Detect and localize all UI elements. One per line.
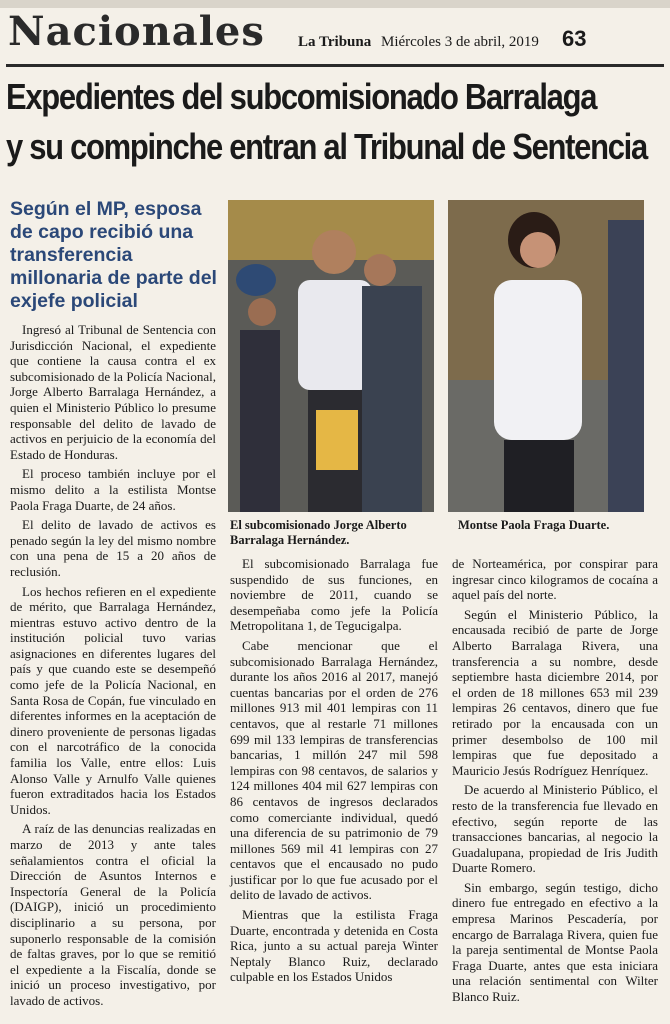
- paragraph: A raíz de las denuncias realizadas en marzo de 2013 y ante tales señalamientos contra el oficial la Dirección de Asuntos Internos e Inspectoría General de la Policía (DAIGP), inició un procedimiento disciplinario a su persona, por suponerlo responsable de la comisión de faltas graves, por lo que se remitió el expediente a la Fiscalía, donde se inició un proceso investigativo, por lavado de activos.: [10, 821, 216, 1008]
- paragraph: Los hechos refieren en el expediente de mérito, que Barralaga Hernández, mientras estuvo activo dentro de la institución policial tuvo varias asignaciones en diferentes lugares del país y que cuando este se desempeñó como jefe de la Policía Nacional, en Santa Rosa de Copán, fue vinculado en diferentes informes en la aceptación de dinero proveniente de personas ligadas con el narcotráfico de la conocida familia los Valle, entre ellos: Luis Alonso Valle y Arnulfo Valle quienes fueron extraditados hacia los Estados Unidos.: [10, 583, 216, 817]
- photo-barralaga: [228, 200, 434, 512]
- header-rule: [6, 64, 664, 67]
- paragraph: El subcomisionado Barralaga fue suspendido de sus funciones, en noviembre de 2011, cuando se desempeñaba como jefe la Policía Metropolitana 1, de Tegucigalpa.: [230, 556, 438, 634]
- top-margin-strip: [0, 0, 670, 8]
- paragraph: Según el Ministerio Público, la encausada recibió de parte de Jorge Alberto Barralaga Rivera, una transferencia a su nombre, desde septiembre hasta diciembre 2014, por el orden de 18 millones 653 mil 239 lempiras 26 centavos, dinero que fue retirado por la encausada con un primer desembolso de 100 mil lempiras que fue depositado a Mauricio Jesús Rodríguez Henríquez.: [452, 606, 658, 778]
- issue-date: Miércoles 3 de abril, 2019: [380, 34, 539, 50]
- section-title: Nacionales: [8, 8, 265, 55]
- paragraph: Mientras que la estilista Fraga Duarte, encontrada y detenida en Costa Rica, junto a su actual pareja Winter Neptaly Blanco Ruiz, declarado culpable en los Estados Unidos: [230, 907, 438, 985]
- article-column-3: [452, 556, 658, 1009]
- paragraph: De acuerdo al Ministerio Público, el resto de la transferencia fue llevado en efectivo, según reporte de las transacciones bancarias, al negocio la Guadalupana, propiedad de Iris Judith Duarte Romero.: [452, 782, 658, 876]
- headline-line-2: y su compinche entran al Tribunal de Sentencia: [6, 126, 647, 167]
- photo-fraga-illustration: [448, 200, 644, 512]
- page-number: 63: [562, 26, 587, 51]
- paragraph: Sin embargo, según testigo, dicho dinero fue entregado en efectivo a la empresa Marinos Pescadería, por encargo de Barralaga Rivera, quien fue la pareja sentimental de Montse Paola Fraga Duarte, antes que esta iniciara una relación sentimental con Wilter Blanco Ruiz.: [452, 879, 658, 1005]
- paragraph: de Norteamérica, por conspirar para ingresar cinco kilogramos de cocaína a aquel país del norte.: [452, 556, 658, 603]
- photo-caption-2: Montse Paola Fraga Duarte.: [458, 518, 610, 532]
- publication-header: [298, 34, 539, 51]
- headline: [6, 72, 647, 172]
- paragraph: El delito de lavado de activos es penado según la ley del mismo nombre con una pena de 15 a 20 años de reclusión.: [10, 517, 216, 579]
- photo-caption-1: El subcomisionado Jorge Alberto Barralaga Hernández.: [230, 518, 407, 547]
- photo-barralaga-illustration: [228, 200, 434, 512]
- article-column-1: [10, 322, 216, 1013]
- paragraph: El proceso también incluye por el mismo delito a la estilista Montse Paola Fraga Duarte, de 24 años.: [10, 466, 216, 513]
- article-column-2: [230, 556, 438, 989]
- paragraph: Cabe mencionar que el subcomisionado Barralaga Hernández, durante los años 2016 al 2017, manejó cuentas bancarias por el orden de 276 millones 913 mil 401 lempiras con 11 centavos, que al restarle 71 millones 699 mil 133 lempiras de transferencias bancarias, 1 millón 247 mil 598 lempiras con 98 centavos, de salarios y 124 millones 404 mil 627 lempiras con 86 centavos de ingresos declarados como comerciante individual, quedó una diferencia de su patrimonio de 79 millones 569 mil 41 lempiras con 27 centavos que el encausado no pudo justificar por lo que fue acusado por el delito de lavado de activos.: [230, 637, 438, 903]
- deck-subheadline: Según el MP, esposa de capo recibió una transferencia millonaria de parte del exjefe policial: [10, 198, 217, 312]
- headline-line-1: Expedientes del subcomisionado Barralaga: [6, 76, 597, 117]
- publication-name: La Tribuna: [298, 34, 372, 50]
- photo-fraga: [448, 200, 644, 512]
- paragraph: Ingresó al Tribunal de Sentencia con Jurisdicción Nacional, el expediente que contiene la causa contra el ex subcomisionado de la Policía Nacional, Jorge Alberto Barralaga Hernández, a quien el Ministerio Público lo presume responsable del delito de lavado de activos en perjuicio de la economía del Estado de Honduras.: [10, 322, 216, 462]
